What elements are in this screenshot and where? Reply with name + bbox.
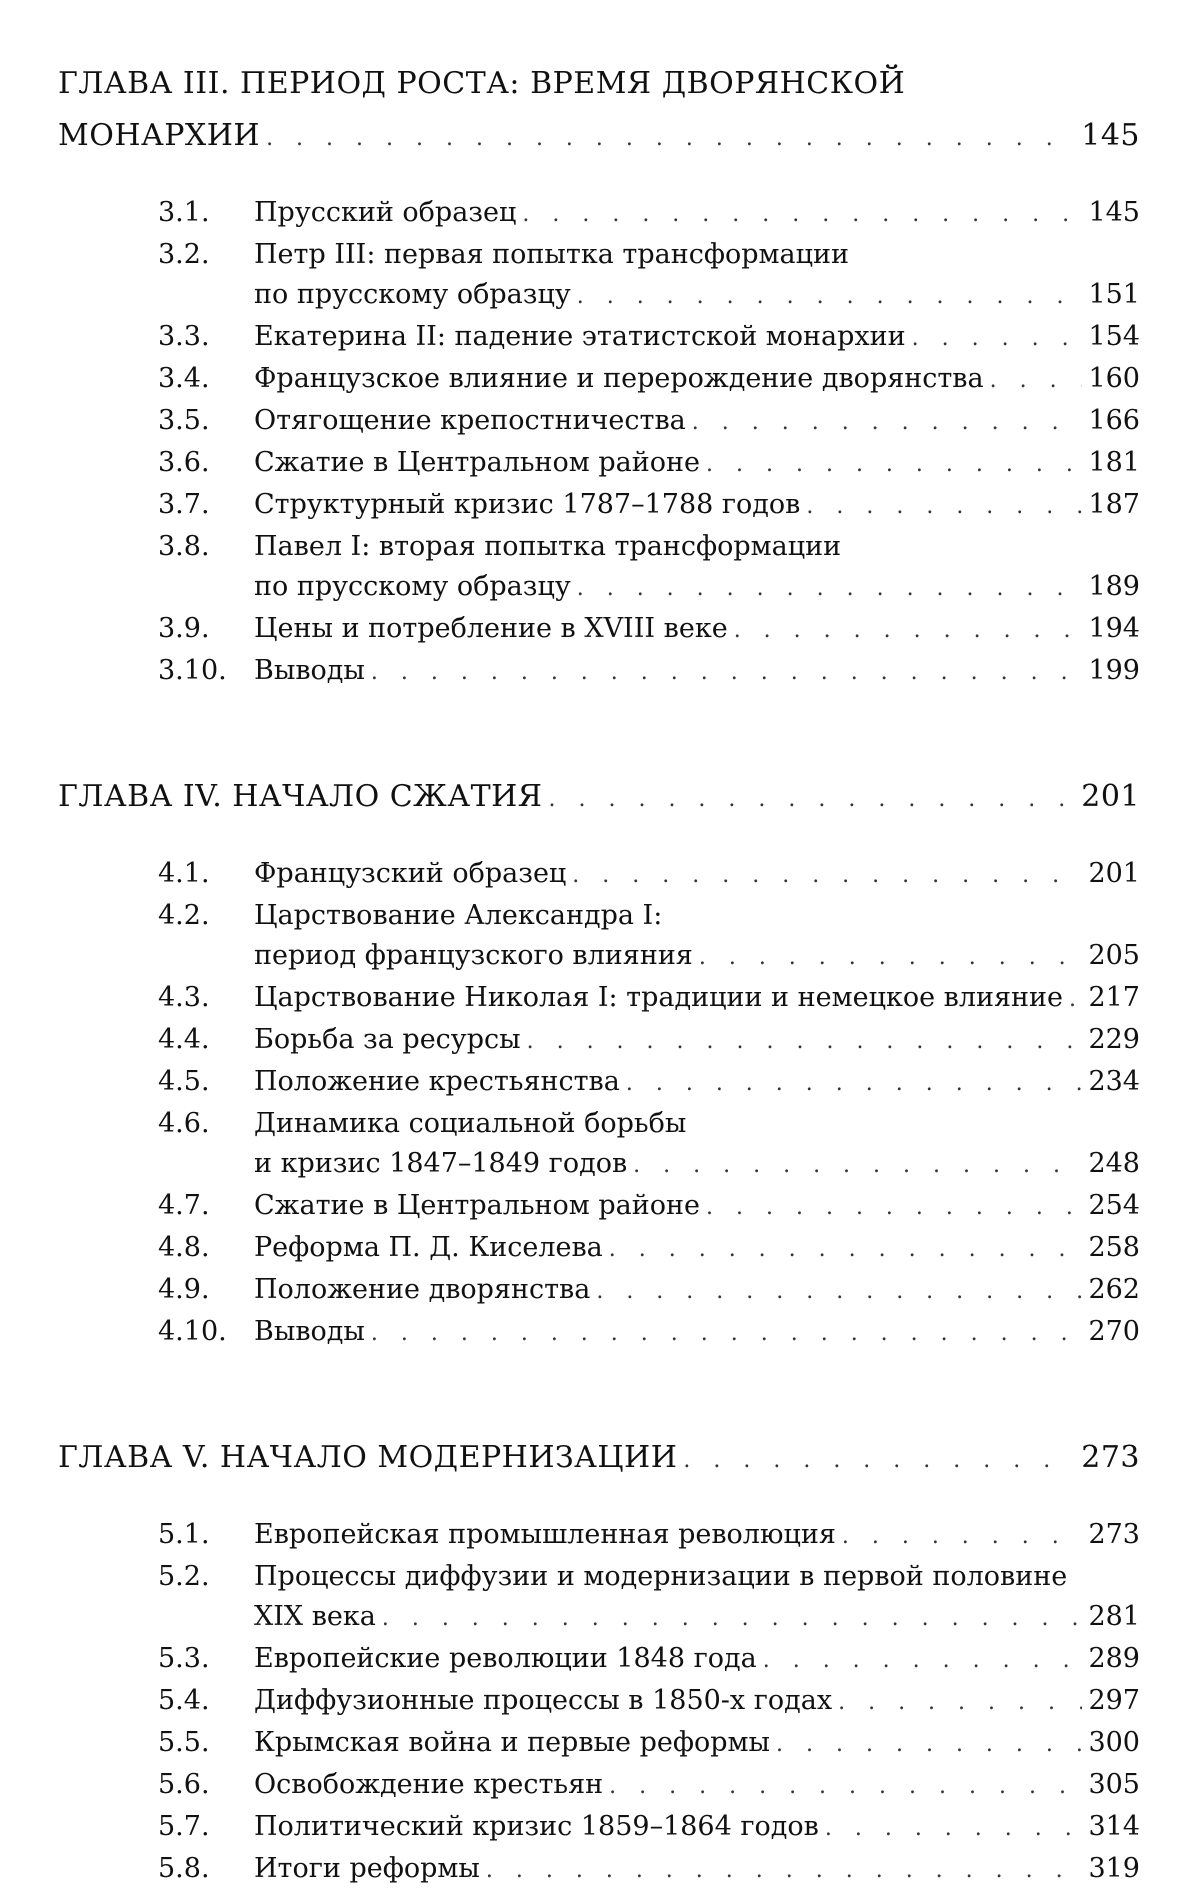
section-entry[interactable] bbox=[58, 1312, 1140, 1354]
dot-leader bbox=[706, 1188, 1082, 1228]
section-list bbox=[58, 854, 1140, 1354]
section-title-line: Павел I: вторая попытка трансформации bbox=[254, 531, 842, 562]
section-number: 3.8. bbox=[158, 531, 210, 562]
section-page-number: 314 bbox=[1088, 1811, 1140, 1842]
section-number: 4.3. bbox=[158, 982, 210, 1013]
section-page-number: 229 bbox=[1088, 1024, 1140, 1055]
dot-leader bbox=[572, 856, 1082, 896]
section-body bbox=[254, 1312, 1140, 1354]
dot-leader bbox=[706, 445, 1082, 485]
section-page-number: 166 bbox=[1088, 405, 1140, 436]
dot-leader bbox=[683, 1435, 1075, 1487]
section-entry-line bbox=[254, 1228, 1140, 1270]
section-number: 4.6. bbox=[158, 1108, 210, 1139]
section-page-number: 205 bbox=[1088, 940, 1140, 971]
section-number: 3.5. bbox=[158, 405, 210, 436]
section-entry[interactable] bbox=[58, 527, 1140, 609]
section-body bbox=[254, 1270, 1140, 1312]
section-entry[interactable] bbox=[58, 896, 1140, 978]
section-title: Французское влияние и перерождение дворянства bbox=[254, 363, 984, 394]
dot-leader bbox=[609, 1230, 1083, 1270]
section-entry[interactable] bbox=[58, 485, 1140, 527]
section-page-number: 248 bbox=[1088, 1148, 1140, 1179]
chapter-entry-line bbox=[58, 110, 1140, 165]
section-page-number: 201 bbox=[1088, 858, 1140, 889]
section-entry[interactable] bbox=[58, 1270, 1140, 1312]
section-title: и кризис 1847–1849 годов bbox=[254, 1148, 628, 1179]
section-entry-line bbox=[254, 854, 1140, 896]
section-entry-line bbox=[254, 1186, 1140, 1228]
chapter-title: ГЛАВА IV. НАЧАЛО СЖАТИЯ bbox=[58, 779, 543, 814]
section-number: 5.6. bbox=[158, 1769, 210, 1800]
section-title: Европейская промышленная революция bbox=[254, 1519, 836, 1550]
section-entry-line bbox=[254, 1807, 1140, 1849]
section-title: период французского влияния bbox=[254, 940, 693, 971]
section-body bbox=[254, 1681, 1140, 1723]
section-title: Французский образец bbox=[254, 858, 567, 889]
section-title: Борьба за ресурсы bbox=[254, 1024, 521, 1055]
section-title: Реформа П. Д. Киселева bbox=[254, 1232, 603, 1263]
section-page-number: 270 bbox=[1088, 1316, 1140, 1347]
section-page-number: 181 bbox=[1088, 447, 1140, 478]
section-entry[interactable] bbox=[58, 1104, 1140, 1186]
chapter-heading[interactable] bbox=[58, 1432, 1140, 1487]
section-number: 3.7. bbox=[158, 489, 210, 520]
section-number: 4.1. bbox=[158, 858, 210, 889]
section-entry-line bbox=[254, 1062, 1140, 1104]
section-entry[interactable] bbox=[58, 1020, 1140, 1062]
section-entry[interactable] bbox=[58, 651, 1140, 693]
section-entry[interactable] bbox=[58, 609, 1140, 651]
section-body bbox=[254, 854, 1140, 896]
section-title: Выводы bbox=[254, 1316, 365, 1347]
section-body bbox=[254, 1186, 1140, 1228]
dot-leader bbox=[371, 653, 1083, 693]
section-number: 4.10. bbox=[158, 1316, 227, 1347]
section-page-number: 258 bbox=[1088, 1232, 1140, 1263]
section-title: Сжатие в Центральном районе bbox=[254, 1190, 701, 1221]
section-title: Структурный кризис 1787–1788 годов bbox=[254, 489, 801, 520]
section-entry[interactable] bbox=[58, 1228, 1140, 1270]
section-entry-line bbox=[254, 359, 1140, 401]
section-number: 3.4. bbox=[158, 363, 210, 394]
section-entry[interactable] bbox=[58, 1515, 1140, 1557]
section-entry[interactable] bbox=[58, 854, 1140, 896]
section-number: 4.5. bbox=[158, 1066, 210, 1097]
section-entry[interactable] bbox=[58, 317, 1140, 359]
section-entry[interactable] bbox=[58, 978, 1140, 1020]
section-entry[interactable] bbox=[58, 359, 1140, 401]
dot-leader bbox=[842, 1517, 1083, 1557]
section-body bbox=[254, 1765, 1140, 1807]
section-page-number: 254 bbox=[1088, 1190, 1140, 1221]
section-body bbox=[254, 1639, 1140, 1681]
section-page-number: 281 bbox=[1088, 1601, 1140, 1632]
section-number: 3.2. bbox=[158, 239, 210, 270]
section-entry[interactable] bbox=[58, 1639, 1140, 1681]
dot-leader bbox=[776, 1725, 1082, 1765]
section-list bbox=[58, 1515, 1140, 1891]
dot-leader bbox=[763, 1641, 1083, 1681]
section-number: 3.10. bbox=[158, 655, 227, 686]
section-body bbox=[254, 1020, 1140, 1062]
section-number: 3.3. bbox=[158, 321, 210, 352]
section-entry[interactable] bbox=[58, 1807, 1140, 1849]
dot-leader bbox=[486, 1851, 1083, 1891]
section-number: 5.8. bbox=[158, 1853, 210, 1884]
dot-leader bbox=[577, 569, 1083, 609]
section-body bbox=[254, 485, 1140, 527]
dot-leader bbox=[522, 195, 1082, 235]
dot-leader bbox=[549, 774, 1076, 826]
section-body bbox=[254, 1062, 1140, 1104]
section-page-number: 234 bbox=[1088, 1066, 1140, 1097]
chapter-heading[interactable] bbox=[58, 58, 1140, 165]
dot-leader bbox=[692, 403, 1083, 443]
section-page-number: 305 bbox=[1088, 1769, 1140, 1800]
section-title: Положение крестьянства bbox=[254, 1066, 620, 1097]
section-title: Выводы bbox=[254, 655, 365, 686]
section-number: 5.5. bbox=[158, 1727, 210, 1758]
section-title: Царствование Николая I: традиции и немецкое влияние bbox=[254, 982, 1063, 1013]
section-entry-line bbox=[254, 1723, 1140, 1765]
section-list bbox=[58, 193, 1140, 693]
section-page-number: 319 bbox=[1088, 1853, 1140, 1884]
section-title: Екатерина II: падение этатистской монархии bbox=[254, 321, 906, 352]
chapter-page-number: 273 bbox=[1081, 1440, 1140, 1475]
chapter-block bbox=[58, 771, 1140, 1354]
section-page-number: 217 bbox=[1088, 982, 1140, 1013]
section-entry-line bbox=[254, 443, 1140, 485]
section-number: 4.2. bbox=[158, 900, 210, 931]
section-page-number: 187 bbox=[1088, 489, 1140, 520]
section-title-line: Петр III: первая попытка трансформации bbox=[254, 239, 849, 270]
section-body bbox=[254, 978, 1140, 1020]
dot-leader bbox=[838, 1683, 1082, 1723]
dot-leader bbox=[1069, 980, 1082, 1020]
section-entry-line bbox=[254, 193, 1140, 235]
chapter-title: МОНАРХИИ bbox=[58, 118, 261, 153]
dot-leader bbox=[912, 319, 1083, 359]
section-entry-line bbox=[254, 1765, 1140, 1807]
section-title: Освобождение крестьян bbox=[254, 1769, 604, 1800]
section-body bbox=[254, 896, 1140, 978]
chapter-title-line: ГЛАВА III. ПЕРИОД РОСТА: ВРЕМЯ ДВОРЯНСКОЙ bbox=[58, 66, 906, 101]
section-body bbox=[254, 235, 1140, 317]
section-body bbox=[254, 527, 1140, 609]
section-title: Крымская война и первые реформы bbox=[254, 1727, 771, 1758]
section-entry-line bbox=[254, 1597, 1140, 1639]
section-entry-line bbox=[254, 1020, 1140, 1062]
section-title-line: Процессы диффузии и модернизации в первой половине bbox=[254, 1561, 1068, 1592]
section-page-number: 289 bbox=[1088, 1643, 1140, 1674]
section-title-line: Царствование Александра I: bbox=[254, 900, 663, 931]
chapter-entry-line bbox=[58, 771, 1140, 826]
section-entry[interactable] bbox=[58, 1765, 1140, 1807]
section-entry[interactable] bbox=[58, 1849, 1140, 1891]
section-title: Сжатие в Центральном районе bbox=[254, 447, 701, 478]
section-number: 3.1. bbox=[158, 197, 210, 228]
section-page-number: 273 bbox=[1088, 1519, 1140, 1550]
section-body bbox=[254, 1104, 1140, 1186]
dot-leader bbox=[825, 1809, 1083, 1849]
section-page-number: 194 bbox=[1088, 613, 1140, 644]
section-page-number: 262 bbox=[1088, 1274, 1140, 1305]
section-title: Отягощение крепостничества bbox=[254, 405, 686, 436]
section-entry-line bbox=[254, 1515, 1140, 1557]
section-title: Итоги реформы bbox=[254, 1853, 480, 1884]
section-entry-line bbox=[254, 317, 1140, 359]
section-entry-line bbox=[254, 936, 1140, 978]
section-number: 5.2. bbox=[158, 1561, 210, 1592]
section-entry[interactable] bbox=[58, 235, 1140, 317]
section-entry[interactable] bbox=[58, 1557, 1140, 1639]
section-entry-line bbox=[254, 1312, 1140, 1354]
section-title: Прусский образец bbox=[254, 197, 517, 228]
section-page-number: 154 bbox=[1088, 321, 1140, 352]
section-entry-line bbox=[254, 275, 1140, 317]
dot-leader bbox=[734, 611, 1083, 651]
section-number: 5.7. bbox=[158, 1811, 210, 1842]
section-body bbox=[254, 1849, 1140, 1891]
chapter-title: ГЛАВА V. НАЧАЛО МОДЕРНИЗАЦИИ bbox=[58, 1440, 678, 1475]
section-entry[interactable] bbox=[58, 401, 1140, 443]
section-page-number: 189 bbox=[1088, 571, 1140, 602]
section-body bbox=[254, 1807, 1140, 1849]
section-entry-line bbox=[254, 1849, 1140, 1891]
section-title: по прусскому образцу bbox=[254, 571, 571, 602]
section-number: 4.9. bbox=[158, 1274, 210, 1305]
section-title: Европейские революции 1848 года bbox=[254, 1643, 757, 1674]
section-entry-line bbox=[254, 609, 1140, 651]
section-number: 5.3. bbox=[158, 1643, 210, 1674]
chapter-block bbox=[58, 58, 1140, 693]
dot-leader bbox=[699, 938, 1083, 978]
section-page-number: 145 bbox=[1088, 197, 1140, 228]
dot-leader bbox=[382, 1599, 1083, 1639]
dot-leader bbox=[577, 277, 1083, 317]
chapter-heading[interactable] bbox=[58, 771, 1140, 826]
dot-leader bbox=[990, 361, 1083, 401]
section-number: 5.4. bbox=[158, 1685, 210, 1716]
section-entry[interactable] bbox=[58, 1723, 1140, 1765]
dot-leader bbox=[596, 1272, 1082, 1312]
section-entry[interactable] bbox=[58, 1681, 1140, 1723]
dot-leader bbox=[633, 1146, 1082, 1186]
section-number: 4.4. bbox=[158, 1024, 210, 1055]
section-entry-line bbox=[254, 401, 1140, 443]
section-entry[interactable] bbox=[58, 1186, 1140, 1228]
section-entry[interactable] bbox=[58, 193, 1140, 235]
section-page-number: 199 bbox=[1088, 655, 1140, 686]
section-entry-line bbox=[254, 1270, 1140, 1312]
section-page-number: 297 bbox=[1088, 1685, 1140, 1716]
section-body bbox=[254, 401, 1140, 443]
chapter-entry-line bbox=[58, 1432, 1140, 1487]
section-number: 3.9. bbox=[158, 613, 210, 644]
section-title-line: Динамика социальной борьбы bbox=[254, 1108, 687, 1139]
section-entry-line bbox=[254, 978, 1140, 1020]
table-of-contents bbox=[58, 58, 1140, 1891]
section-entry[interactable] bbox=[58, 1062, 1140, 1104]
section-body bbox=[254, 609, 1140, 651]
section-title: XIX века bbox=[254, 1601, 376, 1632]
section-page-number: 300 bbox=[1088, 1727, 1140, 1758]
section-body bbox=[254, 359, 1140, 401]
section-body bbox=[254, 317, 1140, 359]
section-number: 3.6. bbox=[158, 447, 210, 478]
section-title: Положение дворянства bbox=[254, 1274, 591, 1305]
section-number: 4.7. bbox=[158, 1190, 210, 1221]
section-body bbox=[254, 1557, 1140, 1639]
section-entry-line bbox=[254, 651, 1140, 693]
section-entry[interactable] bbox=[58, 443, 1140, 485]
section-entry-line bbox=[254, 1681, 1140, 1723]
section-title: Цены и потребление в XVIII веке bbox=[254, 613, 728, 644]
chapter-page-number: 201 bbox=[1081, 779, 1140, 814]
section-title: Диффузионные процессы в 1850-х годах bbox=[254, 1685, 833, 1716]
section-title: Политический кризис 1859–1864 годов bbox=[254, 1811, 819, 1842]
section-number: 4.8. bbox=[158, 1232, 210, 1263]
section-entry-line bbox=[254, 567, 1140, 609]
section-body bbox=[254, 651, 1140, 693]
section-page-number: 160 bbox=[1088, 363, 1140, 394]
dot-leader bbox=[626, 1064, 1083, 1104]
section-entry-line bbox=[254, 485, 1140, 527]
section-page-number: 151 bbox=[1088, 279, 1140, 310]
chapter-page-number: 145 bbox=[1081, 118, 1140, 153]
section-body bbox=[254, 193, 1140, 235]
section-body bbox=[254, 1228, 1140, 1270]
section-title: по прусскому образцу bbox=[254, 279, 571, 310]
section-entry-line bbox=[254, 1144, 1140, 1186]
dot-leader bbox=[266, 113, 1075, 165]
section-body bbox=[254, 1723, 1140, 1765]
section-entry-line bbox=[254, 1639, 1140, 1681]
dot-leader bbox=[371, 1314, 1083, 1354]
section-number: 5.1. bbox=[158, 1519, 210, 1550]
section-body bbox=[254, 443, 1140, 485]
section-body bbox=[254, 1515, 1140, 1557]
dot-leader bbox=[806, 487, 1082, 527]
chapter-block bbox=[58, 1432, 1140, 1891]
dot-leader bbox=[609, 1767, 1082, 1807]
dot-leader bbox=[527, 1022, 1083, 1062]
